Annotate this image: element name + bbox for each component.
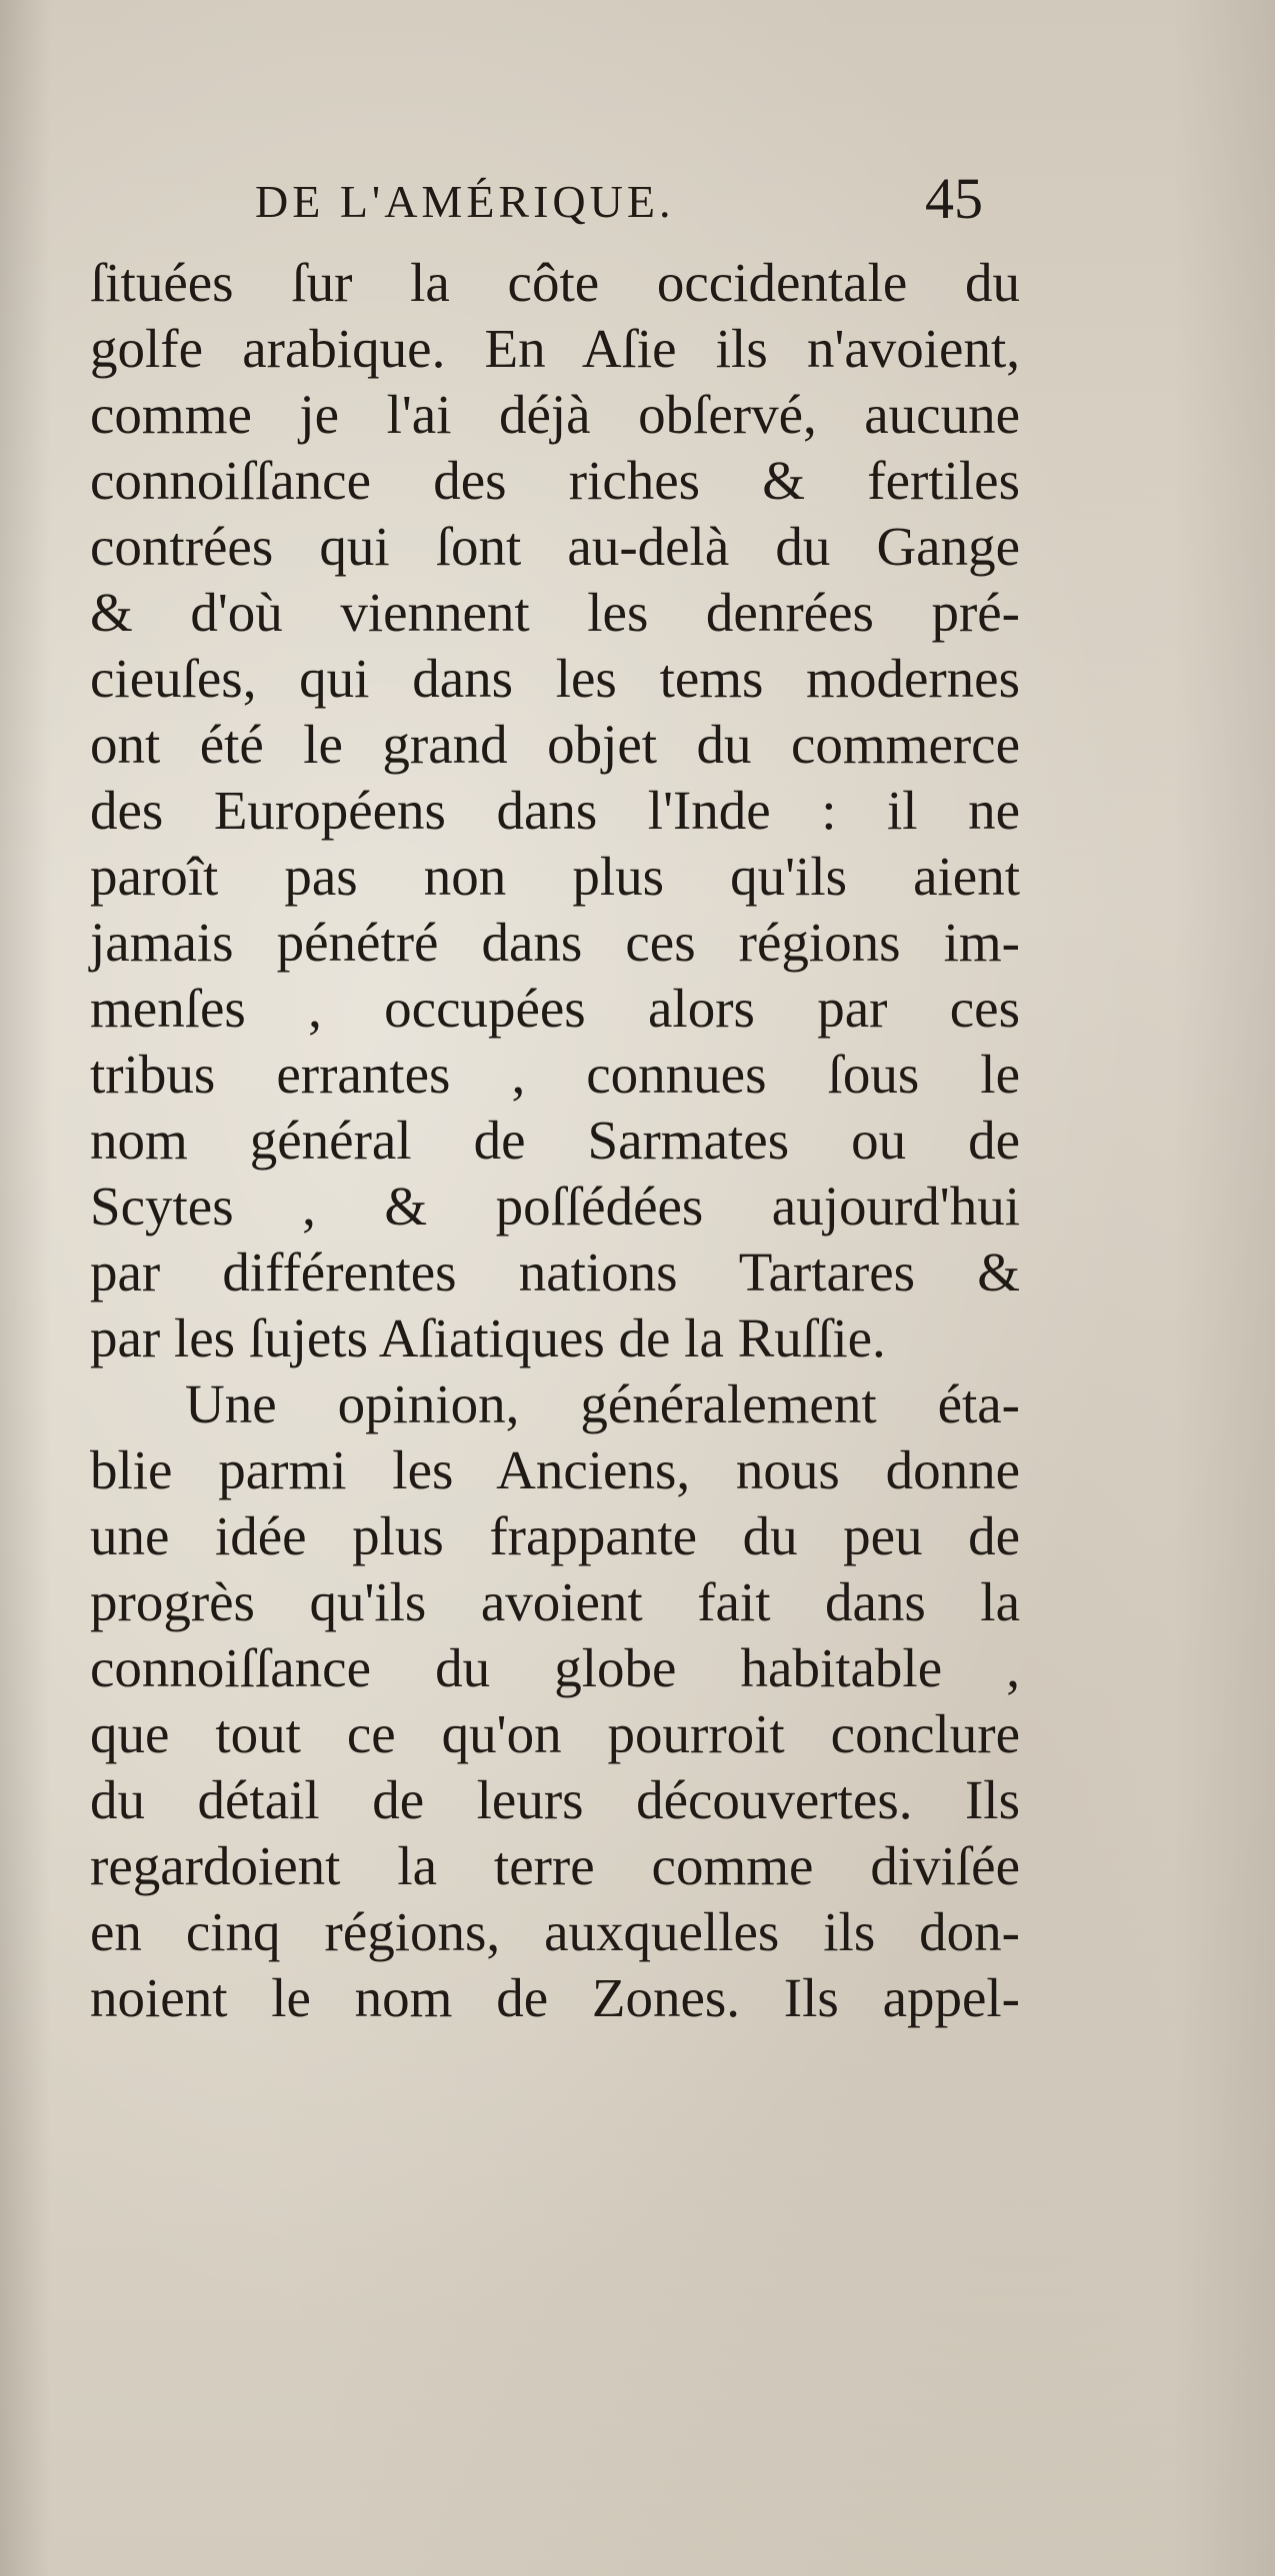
- text-line: ſituées ſur la côte occidentale du: [90, 252, 1020, 313]
- text-line: noient le nom de Zones. Ils appel-: [90, 1967, 1020, 2028]
- paragraph-end-line: par les ſujets Aſiatiques de la Ruſſie.: [90, 1307, 886, 1368]
- text-line: connoiſſance des riches & fertiles: [90, 450, 1020, 511]
- text-line: en cinq régions, auxquelles ils don-: [90, 1901, 1020, 1962]
- text-line: comme je l'ai déjà obſervé, aucune: [90, 384, 1020, 445]
- text-line: connoiſſance du globe habitable ,: [90, 1637, 1020, 1698]
- running-head: [0, 165, 1275, 255]
- body-text: [90, 250, 1020, 2031]
- text-line: contrées qui ſont au-delà du Gange: [90, 516, 1020, 577]
- text-line: progrès qu'ils avoient fait dans la: [90, 1571, 1020, 1632]
- text-line: blie parmi les Anciens, nous donne: [90, 1439, 1020, 1500]
- text-line: Scytes , & poſſédées aujourd'hui: [90, 1176, 1020, 1237]
- text-line: golfe arabique. En Aſie ils n'avoient,: [90, 318, 1020, 379]
- text-line: tribus errantes , connues ſous le: [90, 1044, 1020, 1105]
- text-line: cieuſes, qui dans les tems modernes: [90, 648, 1020, 709]
- text-line: & d'où viennent les denrées pré-: [90, 582, 1020, 643]
- paragraph-start-line: Une opinion, généralement éta-: [185, 1373, 1020, 1434]
- text-line: menſes , occupées alors par ces: [90, 978, 1020, 1039]
- text-line: jamais pénétré dans ces régions im-: [90, 912, 1020, 973]
- text-line: nom général de Sarmates ou de: [90, 1110, 1020, 1171]
- text-line: ont été le grand objet du commerce: [90, 714, 1020, 775]
- text-line: regardoient la terre comme diviſée: [90, 1835, 1020, 1896]
- text-line: que tout ce qu'on pourroit conclure: [90, 1703, 1020, 1764]
- text-line: par différentes nations Tartares &: [90, 1242, 1020, 1302]
- text-line: une idée plus frappante du peu de: [90, 1505, 1020, 1566]
- text-line: paroît pas non plus qu'ils aient: [90, 846, 1020, 907]
- running-title: DE L'AMÉRIQUE.: [255, 176, 675, 227]
- text-line: du détail de leurs découvertes. Ils: [90, 1769, 1020, 1830]
- text-line: des Européens dans l'Inde : il ne: [90, 780, 1020, 841]
- page-number: 45: [925, 166, 983, 231]
